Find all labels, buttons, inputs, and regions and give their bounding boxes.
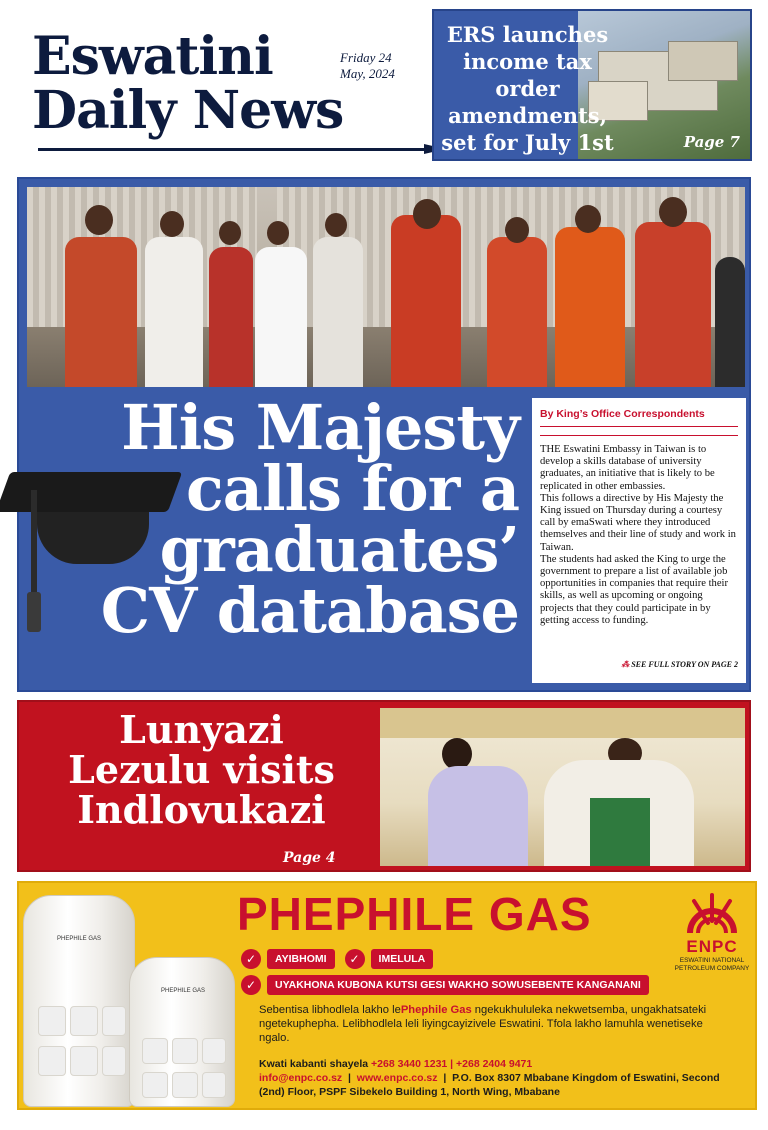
badge-label: UYAKHONA KUBONA KUTSI GESI WAKHO SOWUSEBENTE KANGANANI: [267, 975, 649, 995]
badge-label: IMELULA: [371, 949, 434, 969]
phephile-gas-advert[interactable]: [17, 881, 757, 1110]
lead-paragraph: This follows a directive by His Majesty the King issued on Thursday during a courtesy call by emaSwati where they introduced themselves and their line of study and work in Taiwan.: [540, 492, 736, 553]
badge-label: AYIBHOMI: [267, 949, 335, 969]
second-story-headline: [29, 707, 374, 832]
check-icon: ✓: [241, 949, 261, 969]
enpc-sun-icon: [682, 893, 742, 937]
cylinder-brand-label: PHEPHILE GAS: [56, 936, 101, 942]
continuation-icon: ⁂: [621, 660, 630, 669]
byline-divider: [540, 435, 738, 436]
badge-ayibhomi: [241, 949, 335, 969]
ad-feature-badges: [241, 949, 751, 1001]
badge-imelula: [345, 949, 434, 969]
pen-underline-icon: [38, 148, 428, 151]
check-icon: ✓: [241, 975, 261, 995]
lead-paragraph: The students had asked the King to urge the government to prepare a list of available job opportunities in companies that require their skills, as well as upcoming or ongoing projects that they could participate in by getting access to funding.: [540, 553, 728, 626]
ad-title: PHEPHILE GAS: [237, 888, 592, 940]
gas-cylinder-large: [23, 895, 135, 1107]
badge-gauge: [241, 975, 649, 995]
see-full-story-link[interactable]: [621, 660, 738, 669]
gas-cylinder-small: [129, 957, 235, 1107]
check-icon: ✓: [345, 949, 365, 969]
teaser-ers-page: Page 7: [683, 133, 740, 151]
cylinder-brand-label: PHEPHILE GAS: [160, 988, 205, 994]
teaser-ers-story[interactable]: [432, 9, 752, 161]
ad-contact: Kwati kabanti shayela +268 3440 1231 | +268 2404 9471 info@enpc.co.sz | www.enpc.co.sz | P.O. Box 8307 Mbabane Kingdom of Eswatini, Second (2nd) Floor, PSPF Sibekelo Building 1, North Wing, Mbabane: [259, 1058, 720, 1098]
lead-story-headline[interactable]: [49, 391, 519, 647]
masthead-title-line1: Eswatini: [32, 26, 273, 87]
lead-story-byline: By King’s Office Correspondents: [540, 408, 738, 427]
second-story-photo: [380, 708, 745, 866]
enpc-subtitle: ESWATINI NATIONAL PETROLEUM COMPANY: [674, 957, 750, 972]
teaser-ers-headline: ERS launches income tax order amendments, set for July 1st: [441, 22, 614, 155]
contact-email[interactable]: info@enpc.co.sz: [259, 1072, 343, 1084]
second-headline-line: Lezulu visits: [68, 747, 335, 792]
second-story-page: Page 4: [283, 850, 336, 866]
second-headline-line: Lunyazi: [119, 707, 284, 752]
ad-copy-before: Sebentisa libhodlela lakho le: [259, 1004, 401, 1016]
lead-headline-line: His Majesty: [121, 391, 519, 464]
contact-website[interactable]: www.enpc.co.sz: [356, 1072, 438, 1084]
lead-headline-line: graduates’: [159, 513, 519, 586]
second-headline-line: Indlovukazi: [77, 787, 326, 832]
lead-headline-line: CV database: [100, 574, 519, 647]
issue-date: [340, 50, 420, 82]
ad-copy-after: ngekukhululeka nekwetsemba, ungakhatsateki ngetekuphepha. Lelibhodlela leli liyingcayizivele Eswatini. Tfola lakho lamuhla wenetiseke ngalo.: [259, 1004, 707, 1044]
second-story[interactable]: [17, 700, 751, 872]
lead-story-body: [532, 398, 746, 683]
see-full-story-label: SEE FULL STORY ON PAGE 2: [631, 660, 738, 669]
lead-paragraph: THE Eswatini Embassy in Taiwan is to develop a skills database of university graduates, an initiative that is likely to be replicated in other embassies.: [540, 444, 715, 492]
contact-label: Kwati kabanti shayela: [259, 1058, 372, 1070]
lead-story: [17, 177, 751, 692]
masthead-title-line2: Daily News: [32, 80, 344, 141]
enpc-name: ENPC: [686, 937, 738, 956]
issue-date-day: Friday 24: [340, 50, 392, 65]
issue-date-month: May, 2024: [340, 66, 395, 81]
masthead: [32, 26, 432, 160]
contact-phones[interactable]: +268 3440 1231 | +268 2404 9471: [371, 1058, 533, 1070]
ad-copy: [259, 1003, 734, 1045]
lead-story-group-photo: [27, 187, 745, 387]
lead-headline-line: calls for a: [186, 452, 519, 525]
ad-copy-brand: Phephile Gas: [400, 1004, 472, 1016]
contact-address: P.O. Box 8307 Mbabane Kingdom of Eswatini, Second (2nd) Floor, PSPF Sibekelo Building 1, North Wing, Mbabane: [259, 1072, 720, 1098]
